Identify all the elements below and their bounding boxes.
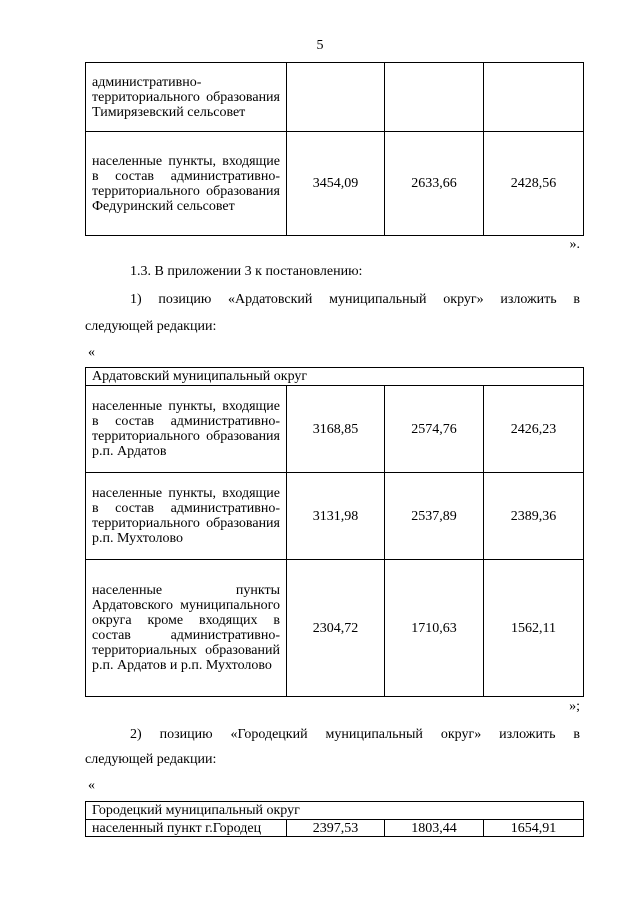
- settlement-name-cell: населенные пункты, входящие в состав административно-территориального образования р.п. Ардатов: [86, 386, 287, 473]
- value-cell: 1803,44: [385, 820, 484, 837]
- section-header: Городецкий муниципальный округ: [86, 802, 584, 820]
- item-1-line2: следующей редакции:: [85, 319, 217, 334]
- value-cell: [385, 63, 484, 132]
- value-cell: 3131,98: [287, 473, 385, 560]
- value-cell: 1654,91: [484, 820, 584, 837]
- table-row: [86, 473, 584, 560]
- item-2-line1: 2) позицию «Городецкий муниципальный округ» изложить в: [130, 727, 580, 742]
- value-cell: 2428,56: [484, 132, 584, 236]
- value-cell: 3454,09: [287, 132, 385, 236]
- table-row: [86, 132, 584, 236]
- table-row: [86, 560, 584, 697]
- settlement-name-cell: населенные пункты, входящие в состав административно-территориального образования Федуринский сельсовет: [86, 132, 287, 236]
- settlement-name-cell: административно-территориального образования Тимирязевский сельсовет: [86, 63, 287, 132]
- paragraph-1-3: 1.3. В приложении 3 к постановлению:: [130, 264, 363, 279]
- gorodets-tariff-table: [85, 801, 584, 837]
- opening-quote: «: [88, 345, 95, 360]
- page-number: 5: [316, 38, 324, 53]
- settlement-name-cell: населенный пункт г.Городец: [86, 820, 287, 837]
- opening-quote: «: [88, 778, 95, 793]
- value-cell: 2633,66: [385, 132, 484, 236]
- settlement-name-cell: населенные пункты Ардатовского муниципального округа кроме входящих в состав административно-территориальных образований р.п. Ардатов и р.п. Мухтолово: [86, 560, 287, 697]
- table-section-header-row: [86, 368, 584, 386]
- value-cell: 1562,11: [484, 560, 584, 697]
- item-1-line1: 1) позицию «Ардатовский муниципальный округ» изложить в: [130, 292, 580, 307]
- tariff-table-continued: [85, 62, 584, 236]
- item-2-line2: следующей редакции:: [85, 752, 217, 767]
- value-cell: 2574,76: [385, 386, 484, 473]
- table-row: [86, 820, 584, 837]
- settlement-name-cell: населенные пункты, входящие в состав административно-территориального образования р.п. Мухтолово: [86, 473, 287, 560]
- table-section-header-row: [86, 802, 584, 820]
- table-row: [86, 386, 584, 473]
- closing-quote: »;: [569, 699, 580, 714]
- section-header: Ардатовский муниципальный округ: [86, 368, 584, 386]
- value-cell: 2397,53: [287, 820, 385, 837]
- value-cell: 2537,89: [385, 473, 484, 560]
- value-cell: 3168,85: [287, 386, 385, 473]
- ardatov-tariff-table: [85, 367, 584, 697]
- closing-quote: ».: [569, 237, 580, 252]
- value-cell: 2426,23: [484, 386, 584, 473]
- value-cell: 1710,63: [385, 560, 484, 697]
- value-cell: [484, 63, 584, 132]
- value-cell: 2304,72: [287, 560, 385, 697]
- value-cell: 2389,36: [484, 473, 584, 560]
- table-row: [86, 63, 584, 132]
- value-cell: [287, 63, 385, 132]
